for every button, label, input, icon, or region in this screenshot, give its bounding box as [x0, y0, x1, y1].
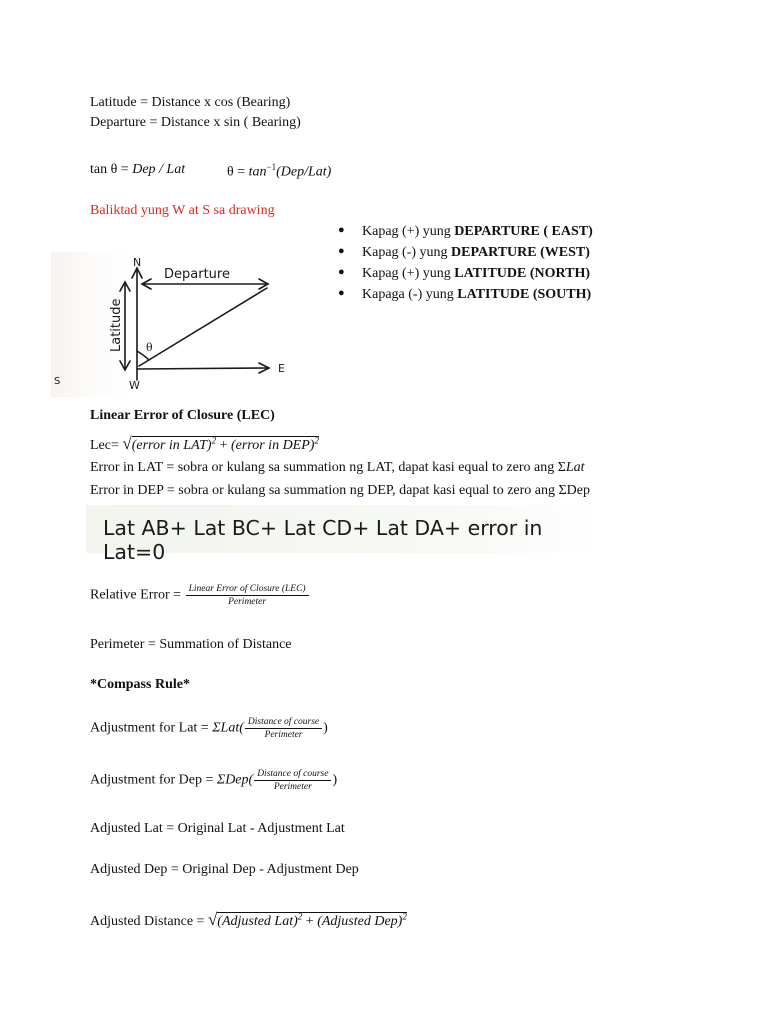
latitude-departure-sketch: [46, 248, 306, 398]
adjustment-dep-formula: Adjustment for Dep = ΣDep( $\frac{\text{Distance of course}}{\text{Perimeter}}$ ): [90, 769, 338, 792]
red-note: Baliktad yung W at S sa drawing: [90, 203, 275, 218]
adjustment-lat-formula: Adjustment for Lat = ΣLat( $\frac{\text{Distance of course}}{\text{Perimeter}}$ ): [90, 717, 328, 740]
tan-theta-formula: tan θ = Dep / Lat: [90, 162, 186, 177]
adjusted-distance-formula: Adjusted Distance = √(Adjusted Lat)$^2$ + (Adjusted Dep)$^2$: [90, 910, 407, 929]
latitude-formula: Latitude = Distance x cos (Bearing): [90, 95, 291, 110]
lec-formula: Lec= √(error in LAT)$^2$ + (error in DEP)$^2$: [90, 434, 319, 453]
lat-sum-banner: [86, 505, 604, 564]
sketch-theta-label: θ: [146, 341, 153, 354]
sketch-latitude-label: Latitude: [109, 298, 124, 352]
sign-rules-list: [336, 224, 593, 308]
list-item: ● Kapag (-) yung DEPARTURE (WEST): [336, 245, 593, 266]
sketch-s-label: S: [54, 376, 61, 387]
departure-formula: Departure = Distance x sin ( Bearing): [90, 115, 301, 130]
list-item: ● Kapag (+) yung DEPARTURE ( EAST): [336, 224, 593, 245]
perimeter-definition: Perimeter = Summation of Distance: [90, 637, 292, 652]
sketch-n-label: N: [133, 256, 142, 269]
lat-sum-banner-text: Lat AB+ Lat BC+ Lat CD+ Lat DA+ error in Lat=0: [103, 516, 543, 564]
error-dep-line: Error in DEP = sobra or kulang sa summation ng DEP, dapat kasi equal to zero ang ΣDep: [90, 483, 590, 498]
list-item: ● Kapaga (-) yung LATITUDE (SOUTH): [336, 287, 593, 308]
compass-rule-heading: *Compass Rule*: [90, 677, 190, 692]
relative-error-formula: Relative Error = $\frac{\text{Linear Error of Closure (LEC)}}{\text{Perimeter}}$: [90, 583, 310, 608]
error-lat-line: Error in LAT = sobra or kulang sa summation ng LAT, dapat kasi equal to zero ang ΣLat: [90, 460, 585, 475]
adjusted-lat-formula: Adjusted Lat = Original Lat - Adjustment Lat: [90, 821, 345, 836]
lec-heading: Linear Error of Closure (LEC): [90, 408, 275, 423]
theta-formula: $\theta = \tan^{-1}(Dep/Lat)$: [227, 162, 332, 180]
sketch-e-label: E: [278, 362, 285, 375]
sketch-departure-label: Departure: [164, 267, 230, 282]
list-item: ● Kapag (+) yung LATITUDE (NORTH): [336, 266, 593, 287]
sketch-w-label: W: [129, 379, 140, 392]
adjusted-dep-formula: Adjusted Dep = Original Dep - Adjustment Dep: [90, 862, 359, 877]
